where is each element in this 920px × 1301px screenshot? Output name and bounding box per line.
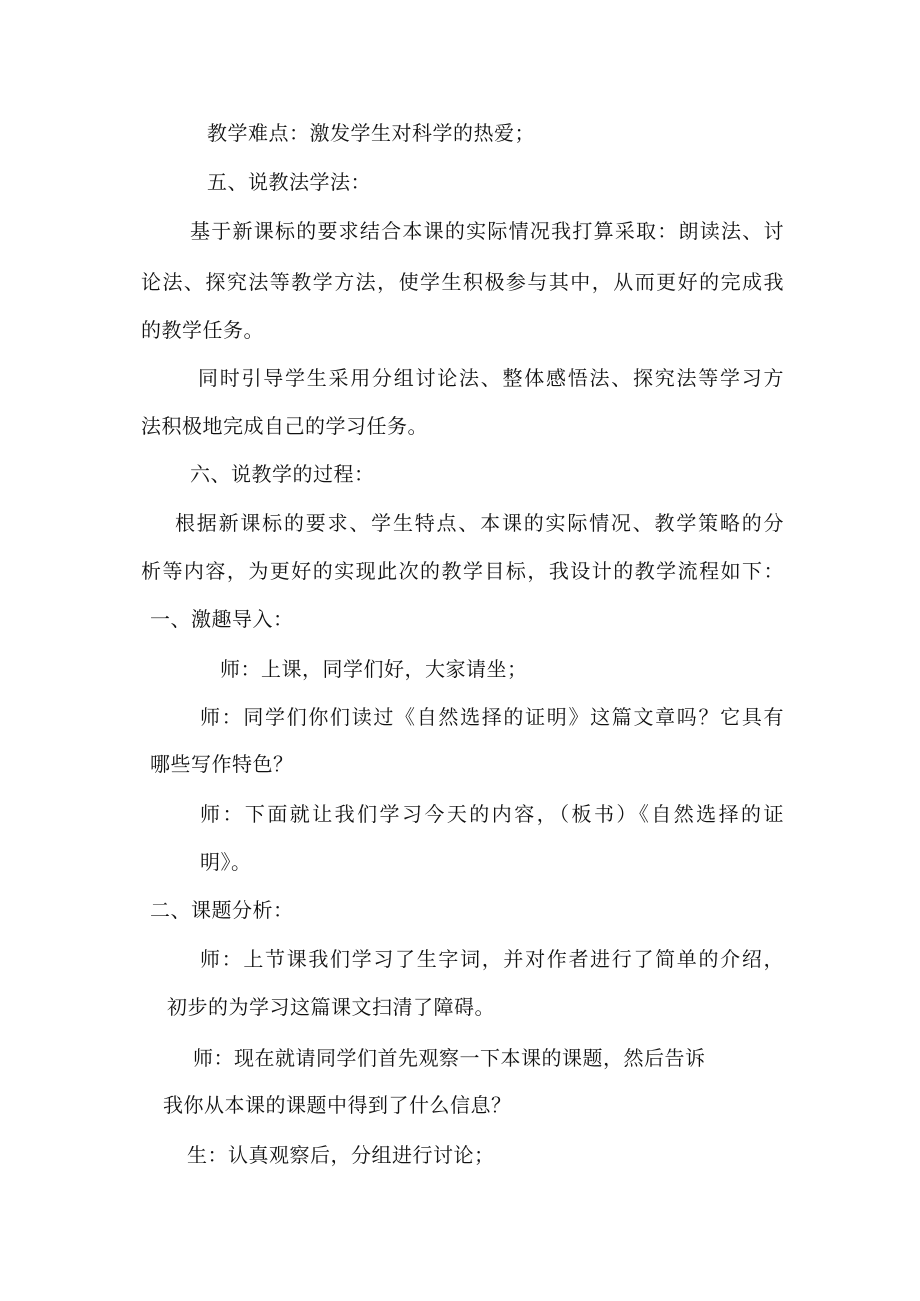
dialogue-line: 师：现在就请同学们首先观察一下本课的课题，然后告诉 [193, 1046, 706, 1070]
paragraph-line: 根据新课标的要求、学生特点、本课的实际情况、教学策略的分 [175, 511, 784, 535]
paragraph-line: 的教学任务。 [141, 318, 264, 342]
dialogue-line: 师：上节课我们学习了生字词，并对作者进行了简单的介绍， [200, 947, 784, 971]
dialogue-line: 明》。 [200, 850, 252, 874]
dialogue-line: 生：认真观察后，分组进行讨论； [187, 1143, 495, 1167]
dialogue-line: 我你从本课的课题中得到了什么信息？ [163, 1093, 512, 1117]
section-five-heading: 五、说教法学法： [207, 170, 371, 194]
dialogue-line: 初步的为学习这篇课文扫清了障碍。 [167, 995, 495, 1019]
section-six-heading: 六、说教学的过程： [190, 462, 375, 486]
paragraph-line: 同时引导学生采用分组讨论法、整体感悟法、探究法等学习方 [198, 366, 784, 390]
dialogue-line: 师：上课，同学们好，大家请坐； [220, 657, 528, 681]
paragraph-line: 法积极地完成自己的学习任务。 [141, 414, 428, 438]
paragraph-line: 论法、探究法等教学方法，使学生积极参与其中，从而更好的完成我 [141, 270, 784, 294]
subsection-two-heading: 二、课题分析： [150, 898, 294, 922]
dialogue-line: 师：同学们你们读过《自然选择的证明》这篇文章吗？它具有 [200, 705, 784, 729]
dialogue-line: 哪些写作特色？ [150, 752, 294, 776]
teaching-difficulty-line: 教学难点：激发学生对科学的热爱； [207, 121, 535, 145]
paragraph-line: 基于新课标的要求结合本课的实际情况我打算采取：朗读法、讨 [190, 219, 784, 243]
subsection-one-heading: 一、激趣导入： [150, 607, 294, 631]
paragraph-line: 析等内容，为更好的实现此次的教学目标，我设计的教学流程如下： [141, 559, 784, 583]
dialogue-line: 师：下面就让我们学习今天的内容，（板书）《自然选择的证 [200, 802, 784, 826]
